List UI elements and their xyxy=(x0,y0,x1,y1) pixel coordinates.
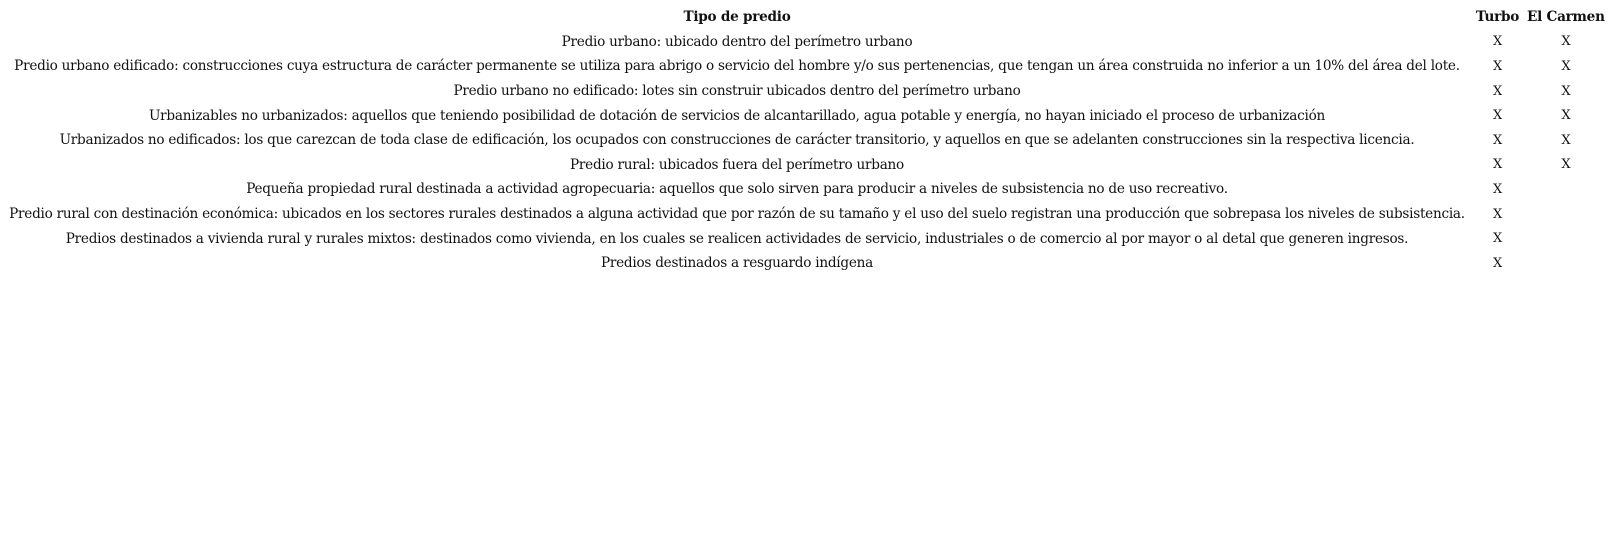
row-carmen-cell xyxy=(1524,177,1608,202)
row-tipo-cell: Predio rural con destinación económica: ubicados en los sectores rurales destinados a alguna actividad que por razón de su tamaño y el uso del suelo registran una producción que sobrepasa los niveles de subsistencia. xyxy=(9,206,1465,223)
table-row xyxy=(3,30,1608,55)
table-row xyxy=(3,153,1608,178)
table-row xyxy=(3,103,1608,128)
row-turbo-cell: X xyxy=(1492,181,1502,197)
header-row xyxy=(3,5,1608,30)
row-tipo-cell: Predio rural: ubicados fuera del perímetro urbano xyxy=(570,156,904,173)
row-tipo-cell: Predio urbano: ubicado dentro del perímetro urbano xyxy=(561,33,913,50)
row-tipo-cell: Urbanizables no urbanizados: aquellos que teniendo posibilidad de dotación de servicios de alcantarillado, agua potable y energía, no hayan iniciado el proceso de urbanización xyxy=(148,107,1326,124)
table-row xyxy=(3,226,1608,251)
row-carmen-cell: X xyxy=(1561,157,1571,173)
header-turbo: Turbo xyxy=(1475,9,1520,26)
table-row xyxy=(3,202,1608,227)
row-tipo-cell: Predios destinados a vivienda rural y rurales mixtos: destinados como vivienda, en los cuales se realicen actividades de servicio, industriales o de comercio al por mayor o al detal que generen ingresos. xyxy=(65,230,1409,247)
row-turbo-cell: X xyxy=(1492,157,1502,173)
table-row xyxy=(3,177,1608,202)
row-turbo-cell: X xyxy=(1492,255,1502,271)
row-carmen-cell xyxy=(1524,226,1608,251)
row-turbo-cell: X xyxy=(1492,231,1502,247)
table-row xyxy=(3,128,1608,153)
table-row xyxy=(3,251,1608,276)
predios-table xyxy=(3,5,1608,276)
row-carmen-cell xyxy=(1524,251,1608,276)
header-tipo-de-predio: Tipo de predio xyxy=(683,9,791,26)
table-row xyxy=(3,79,1608,104)
row-turbo-cell: X xyxy=(1492,132,1502,148)
row-tipo-cell: Predio urbano edificado: construcciones cuya estructura de carácter permanente se utiliza para abrigo o servicio del hombre y/o sus pertenencias, que tengan un área construida no inferior a un 10% del área del lote. xyxy=(14,58,1460,75)
row-carmen-cell: X xyxy=(1561,132,1571,148)
row-turbo-cell: X xyxy=(1492,83,1502,99)
row-tipo-cell: Urbanizados no edificados: los que carezcan de toda clase de edificación, los ocupados con construcciones de carácter transitorio, y aquellos en que se adelanten construcciones sin la respectiva licencia. xyxy=(59,132,1415,149)
row-carmen-cell: X xyxy=(1561,58,1571,74)
row-tipo-cell: Pequeña propiedad rural destinada a actividad agropecuaria: aquellos que solo sirven para producir a niveles de subsistencia no de uso recreativo. xyxy=(246,181,1228,198)
row-carmen-cell: X xyxy=(1561,108,1571,124)
row-carmen-cell: X xyxy=(1561,34,1571,50)
table-row xyxy=(3,54,1608,79)
table-body xyxy=(3,30,1608,276)
row-turbo-cell: X xyxy=(1492,206,1502,222)
row-tipo-cell: Predio urbano no edificado: lotes sin construir ubicados dentro del perímetro urbano xyxy=(453,83,1021,100)
row-tipo-cell: Predios destinados a resguardo indígena xyxy=(600,255,873,272)
table-header xyxy=(3,5,1608,30)
row-turbo-cell: X xyxy=(1492,34,1502,50)
row-carmen-cell xyxy=(1524,202,1608,227)
row-turbo-cell: X xyxy=(1492,58,1502,74)
header-el-carmen: El Carmen xyxy=(1527,9,1605,26)
row-carmen-cell: X xyxy=(1561,83,1571,99)
row-turbo-cell: X xyxy=(1492,108,1502,124)
